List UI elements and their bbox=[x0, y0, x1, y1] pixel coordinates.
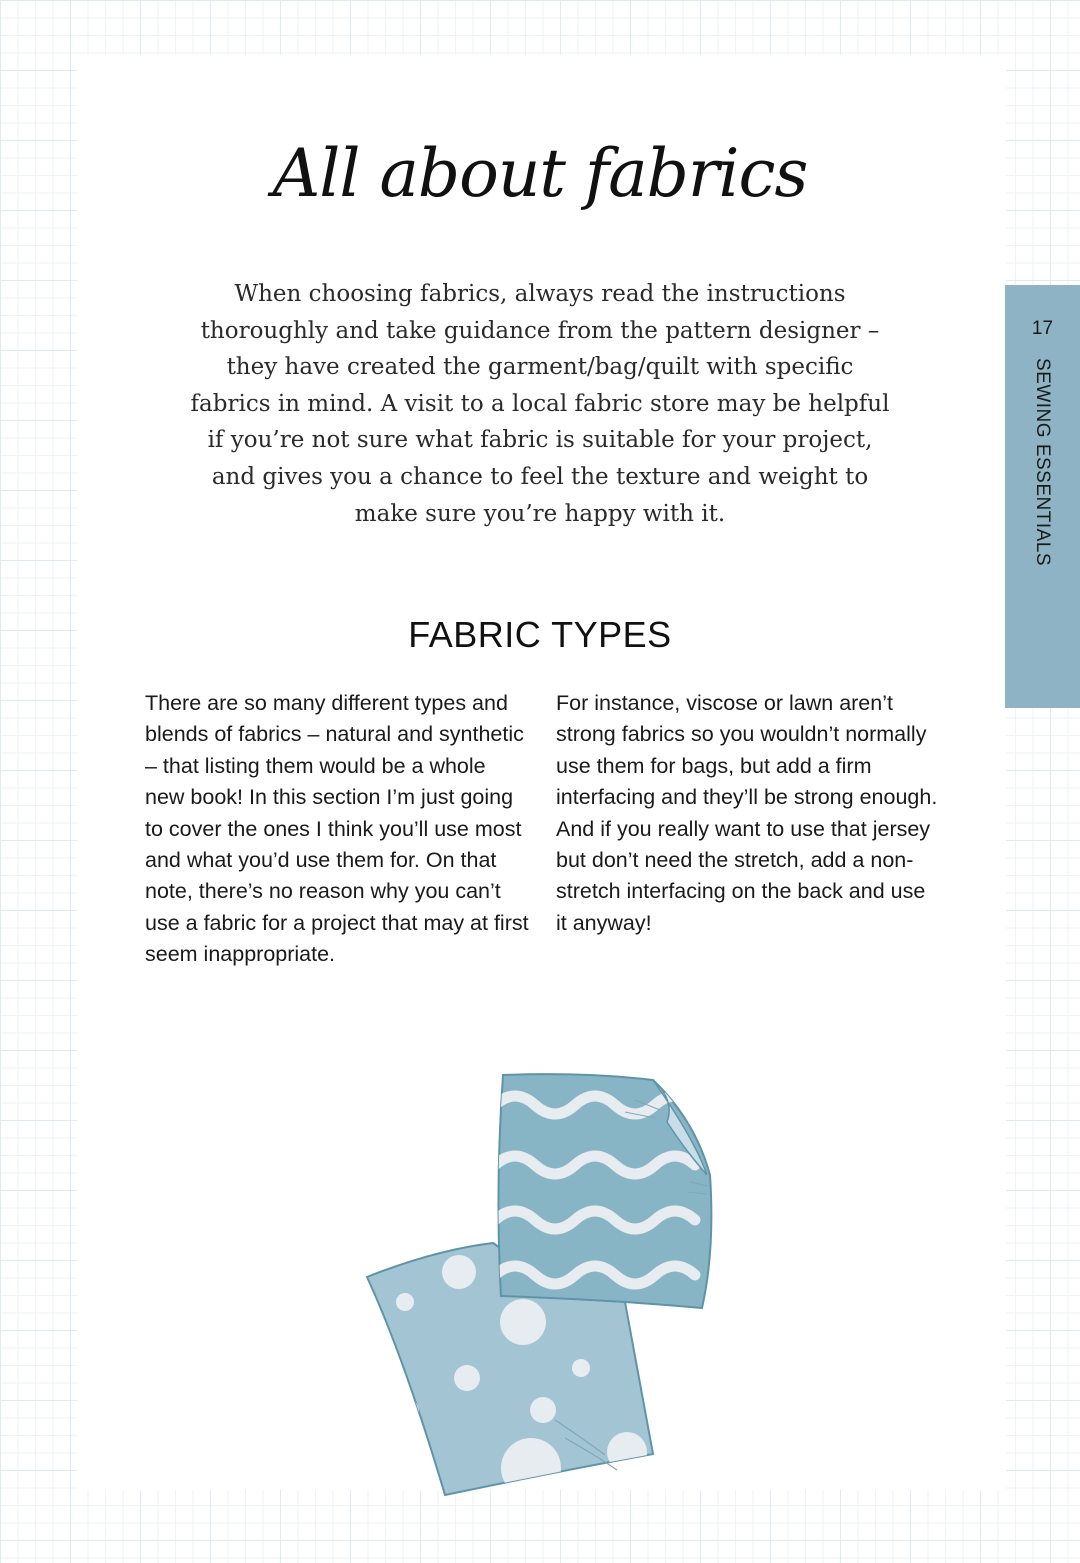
page-title: All about fabrics bbox=[272, 135, 808, 212]
fabric-swatches-icon bbox=[355, 1060, 725, 1510]
section-heading: FABRIC TYPES bbox=[408, 614, 672, 655]
chapter-label: SEWING ESSENTIALS bbox=[1032, 358, 1053, 567]
page-number: 17 bbox=[1031, 318, 1054, 339]
wave-fabric bbox=[495, 1074, 711, 1308]
intro-paragraph: When choosing fabrics, always read the instructions thoroughly and take guidance from the pattern designer – they have created the garment/bag/quilt with specific fabrics in mind. A visit to a local fabric store may be helpful if you’re not sure what fabric is suitable for your project, and gives you a chance to feel the texture and weight to make sure you’re happy with it. bbox=[190, 281, 890, 527]
body-column-left: There are so many different types and blends of fabrics – natural and synthetic – that listing them would be a whole new book! In this section I’m just going to cover the ones I think you’ll use most and what you’d use them for. On that note, there’s no reason why you can’t use a fabric for a project that may at first seem inappropriate. bbox=[145, 691, 529, 967]
body-column-right: For instance, viscose or lawn aren’t strong fabrics so you wouldn’t normally use them for bags, but add a firm interfacing and they’ll be strong enough. And if you really want to use that jersey but don’t need the stretch, add a non-stretch interfacing on the back and use it anyway! bbox=[556, 691, 938, 935]
